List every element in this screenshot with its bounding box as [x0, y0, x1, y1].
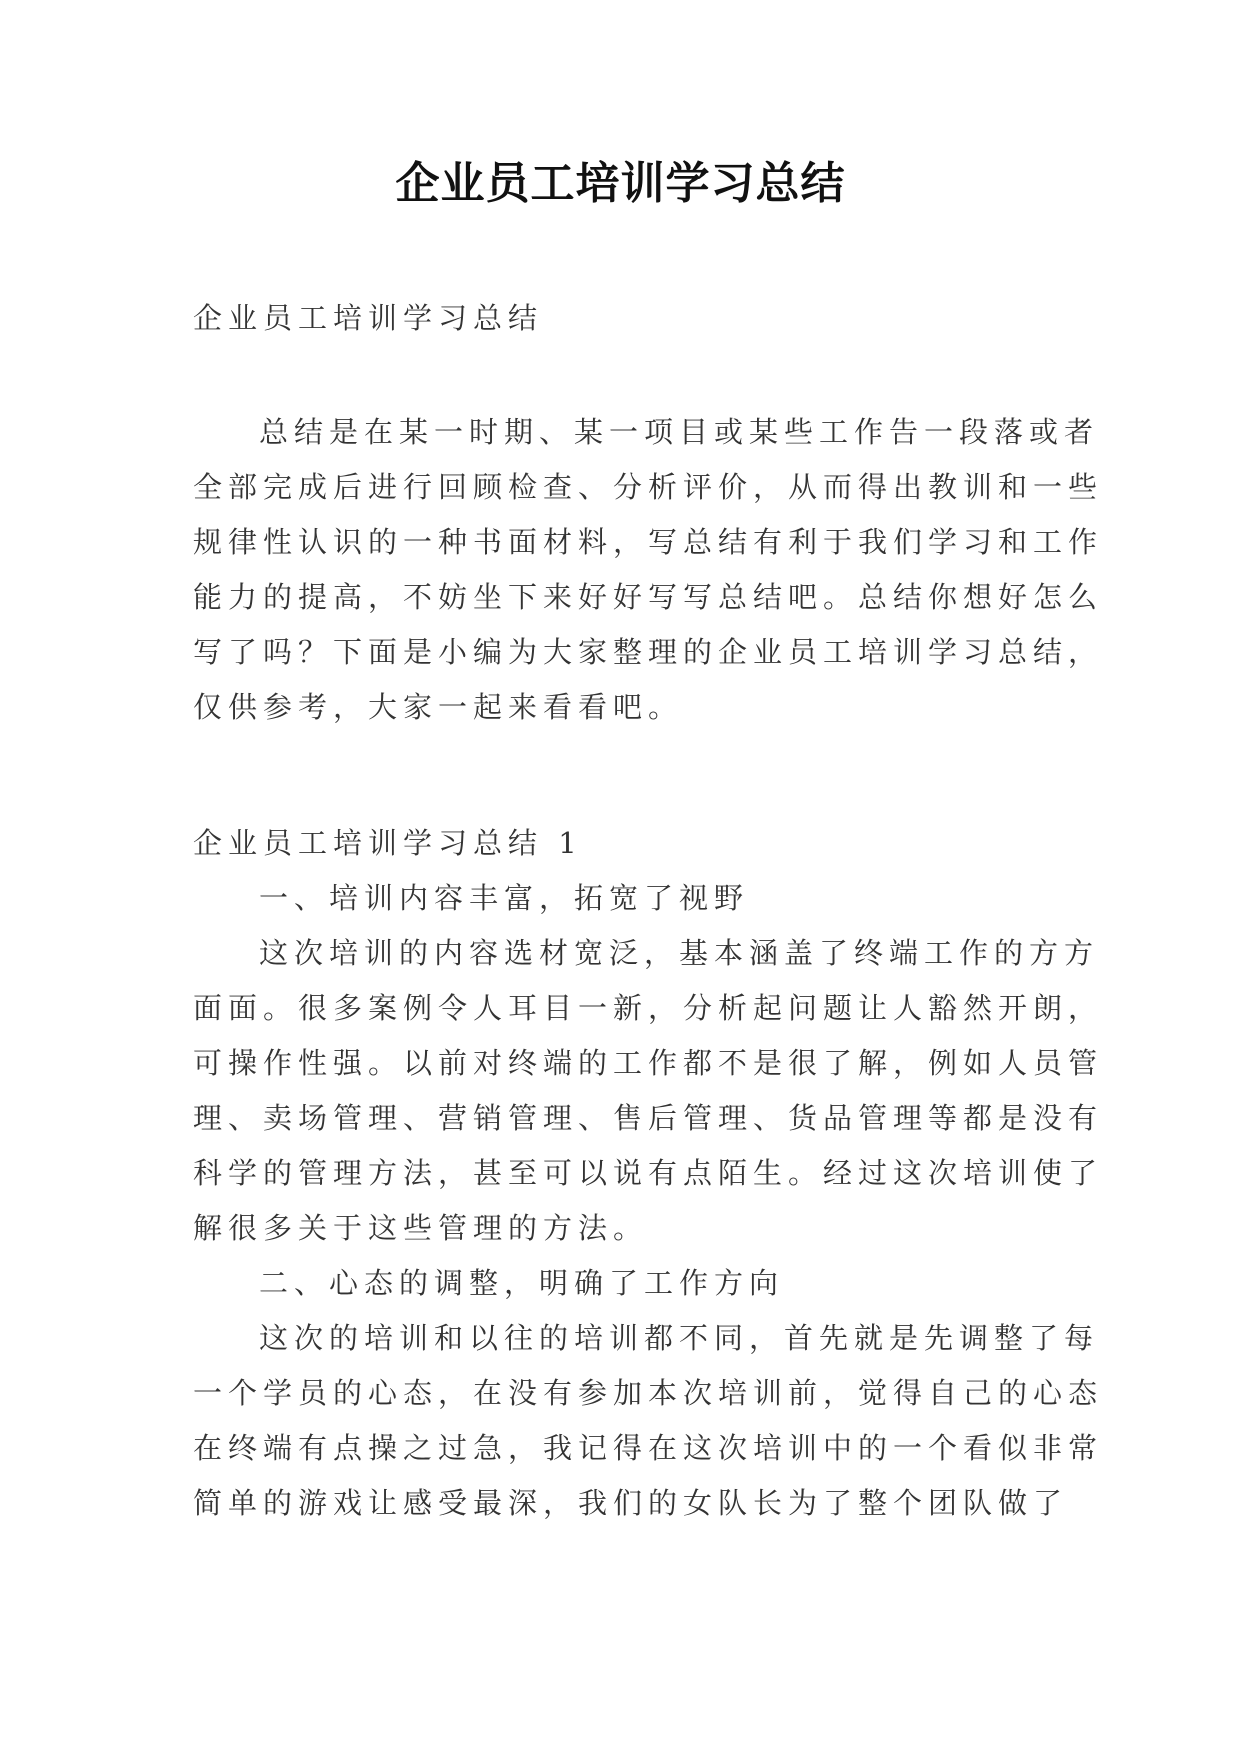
item2-line: 这次的培训和以往的培训都不同，首先就是先调整了每 [259, 1321, 1100, 1355]
intro-line: 规律性认识的一种书面材料，写总结有利于我们学习和工作 [193, 525, 1104, 559]
item1-line: 解很多关于这些管理的方法。 [193, 1211, 649, 1245]
item1-line: 科学的管理方法，甚至可以说有点陌生。经过这次培训使了 [193, 1156, 1104, 1190]
document-title: 企业员工培训学习总结 [395, 158, 846, 209]
item1-paragraph [193, 926, 1104, 1256]
item2-line: 在终端有点操之过急，我记得在这次培训中的一个看似非常 [193, 1431, 1104, 1465]
section-heading: 企业员工培训学习总结 1 [193, 826, 583, 860]
item1-line: 这次培训的内容选材宽泛，基本涵盖了终端工作的方方 [259, 936, 1100, 970]
intro-line: 仅供参考，大家一起来看看吧。 [193, 690, 684, 724]
document-subtitle: 企业员工培训学习总结 [193, 301, 544, 335]
intro-line: 总结是在某一时期、某一项目或某些工作告一段落或者 [259, 415, 1100, 449]
item2-line: 一个学员的心态，在没有参加本次培训前，觉得自己的心态 [193, 1376, 1104, 1410]
item2-line: 简单的游戏让感受最深，我们的女队长为了整个团队做了 [193, 1486, 1069, 1520]
item1-line: 理、卖场管理、营销管理、售后管理、货品管理等都是没有 [193, 1101, 1104, 1135]
intro-line: 能力的提高，不妨坐下来好好写写总结吧。总结你想好怎么 [193, 580, 1104, 614]
intro-paragraph [193, 405, 1104, 735]
item2-heading: 二、心态的调整，明确了工作方向 [259, 1266, 785, 1300]
item1-line: 面面。很多案例令人耳目一新，分析起问题让人豁然开朗， [193, 991, 1104, 1025]
item1-line: 可操作性强。以前对终端的工作都不是很了解，例如人员管 [193, 1046, 1104, 1080]
item2-paragraph [193, 1311, 1104, 1531]
intro-line: 全部完成后进行回顾检查、分析评价，从而得出教训和一些 [193, 470, 1104, 504]
item1-heading: 一、培训内容丰富，拓宽了视野 [259, 881, 750, 915]
intro-line: 写了吗？下面是小编为大家整理的企业员工培训学习总结， [193, 635, 1104, 669]
